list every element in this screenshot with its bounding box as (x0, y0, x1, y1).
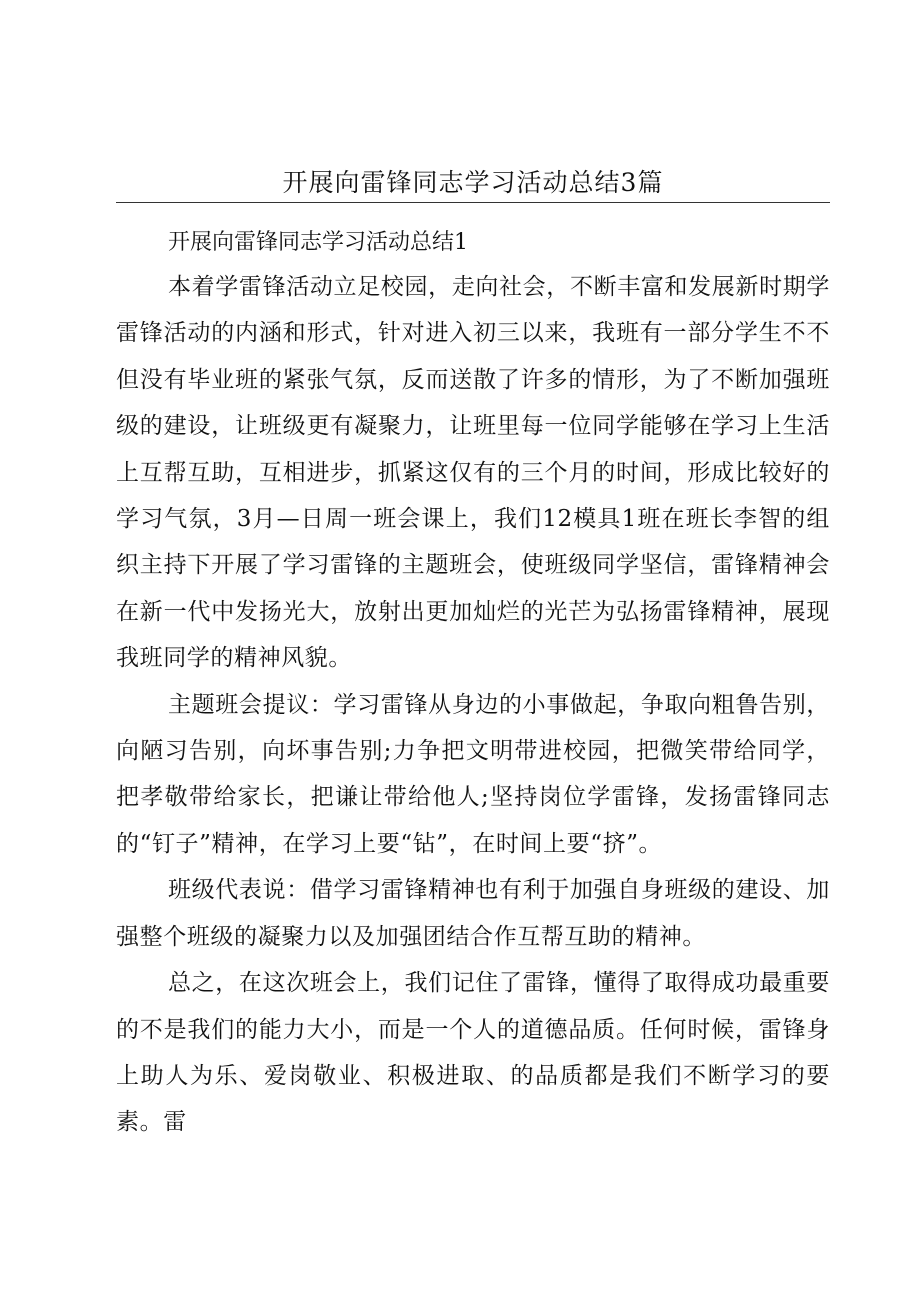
paragraph-4: 总之，在这次班会上，我们记住了雷锋，懂得了取得成功最重要的不是我们的能力大小，而是一个人的道德品质。任何时候，雷锋身上助人为乐、爱岗敬业、积极进取、的品质都是我们不断学习的要素。雷 (116, 970, 830, 1136)
paragraph-1: 本着学雷锋活动立足校园，走向社会，不断丰富和发展新时期学雷锋活动的内涵和形式，针对进入初三以来，我班有一部分学生不不但没有毕业班的紧张气氛，反而送散了许多的情形，为了不断加强班级的建设，让班级更有凝聚力，让班里每一位同学能够在学习上生活上互帮互助，互相进步，抓紧这仅有的三个月的时间，形成比较好的学习气氛，3月—日周一班会课上，我们12模具1班在班长李智的组织主持下开展了学习雷锋的主题班会，使班级同学坚信，雷锋精神会在新一代中发扬光大，放射出更加灿烂的光芒为弘扬雷锋精神，展现我班同学的精神风貌。 (116, 274, 830, 672)
paragraph-2: 主题班会提议：学习雷锋从身边的小事做起，争取向粗鲁告别，向陋习告别，向坏事告别;力争把文明带进校园，把微笑带给同学，把孝敬带给家长，把谦让带给他人;坚持岗位学雷锋，发扬雷锋同志的“钉子”精神，在学习上要“钻”，在时间上要“挤”。 (116, 691, 830, 857)
document-body (116, 222, 830, 1146)
section-heading: 开展向雷锋同志学习活动总结1 (168, 230, 468, 255)
title-underline (116, 202, 830, 203)
paragraph-3: 班级代表说：借学习雷锋精神也有利于加强自身班级的建设、加强整个班级的凝聚力以及加强团结合作互帮互助的精神。 (116, 877, 830, 950)
document-title: 开展向雷锋同志学习活动总结3篇 (282, 168, 664, 197)
